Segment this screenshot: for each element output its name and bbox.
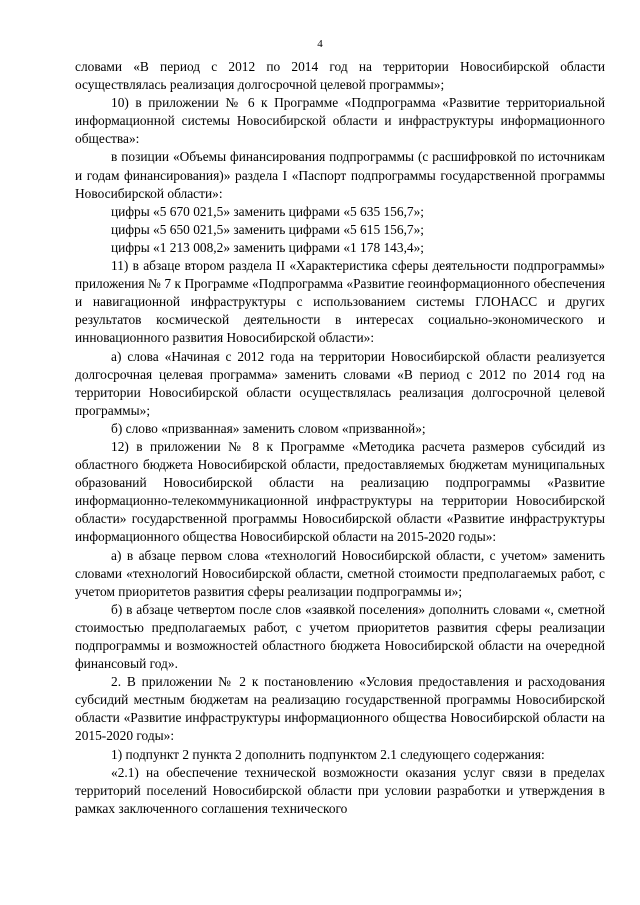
paragraph-14: 1) подпункт 2 пункта 2 дополнить подпунктом 2.1 следующего содержания:: [111, 746, 545, 762]
paragraph-2: 10) в приложении № 6 к Программе «Подпрограмма «Развитие территориальной информационной системы Новосибирской области и инфраструктуры информационного общества»:: [75, 95, 605, 147]
page-number: 4: [317, 38, 323, 50]
paragraph-5: цифры «5 650 021,5» заменить цифрами «5 615 156,7»;: [111, 221, 425, 237]
paragraph-9: б) слово «призванная» заменить словом «призванной»;: [111, 420, 426, 436]
paragraph-4: цифры «5 670 021,5» заменить цифрами «5 635 156,7»;: [111, 203, 425, 219]
paragraph-1: словами «В период с 2012 по 2014 год на территории Новосибирской области осуществлялась реализация долгосрочной целевой программы»;: [75, 59, 605, 93]
paragraph-12: б) в абзаце четвертом после слов «заявкой поселения» дополнить словами «, сметной стоимостью предполагаемых работ, с учетом приоритетов развития сферы реализации подпрограммы и возможностей областного бюджета Новосибирской области на очередной финансовый год».: [75, 601, 605, 672]
paragraph-8: а) слова «Начиная с 2012 года на территории Новосибирской области реализуется долгосрочная целевая программа» заменить словами «В период с 2012 по 2014 год на территории Новосибирской области осуществлялась реализация долгосрочной целевой программы»;: [75, 348, 605, 418]
paragraph-15: «2.1) на обеспечение технической возможности оказания услуг связи в пределах территорий поселений Новосибирской области при условии разработки и утверждения в рамках заключенного соглашения технического: [75, 764, 605, 816]
document-body: [75, 58, 605, 818]
paragraph-13: 2. В приложении № 2 к постановлению «Условия предоставления и расходования субсидий местным бюджетам на реализацию государственной программы Новосибирской области «Развитие инфраструктуры информационного общества Новосибирской области на 2015-2020 годы»:: [75, 674, 605, 744]
paragraph-7: 11) в абзаце втором раздела II «Характеристика сферы деятельности подпрограммы» приложения № 7 к Программе «Подпрограмма «Развитие геоинформационного обеспечения и навигационной инфраструктуры с использованием системы ГЛОНАСС и других результатов космической деятельности в интересах социально-экономического и инновационного развития Новосибирской области»:: [75, 258, 605, 346]
paragraph-3: в позиции «Объемы финансирования подпрограммы (с расшифровкой по источникам и годам финансирования)» раздела I «Паспорт подпрограммы государственной программы Новосибирской области»:: [75, 149, 605, 201]
paragraph-6: цифры «1 213 008,2» заменить цифрами «1 178 143,4»;: [111, 239, 425, 255]
paragraph-11: а) в абзаце первом слова «технологий Новосибирской области, с учетом» заменить словами «технологий Новосибирской области, сметной стоимости предполагаемых работ, с учетом приоритетов развития сферы реализации подпрограммы и»;: [75, 547, 605, 599]
paragraph-10: 12) в приложении № 8 к Программе «Методика расчета размеров субсидий из областного бюджета Новосибирской области, предоставляемых бюджетам муниципальных образований Новосибирской области на реализацию подпрограммы «Развитие информационно-телекоммуникационной инфраструктуры на территории Новосибирской области» государственной программы Новосибирской области «Развитие инфраструктуры информационного общества Новосибирской области на 2015-2020 годы»:: [75, 438, 605, 545]
